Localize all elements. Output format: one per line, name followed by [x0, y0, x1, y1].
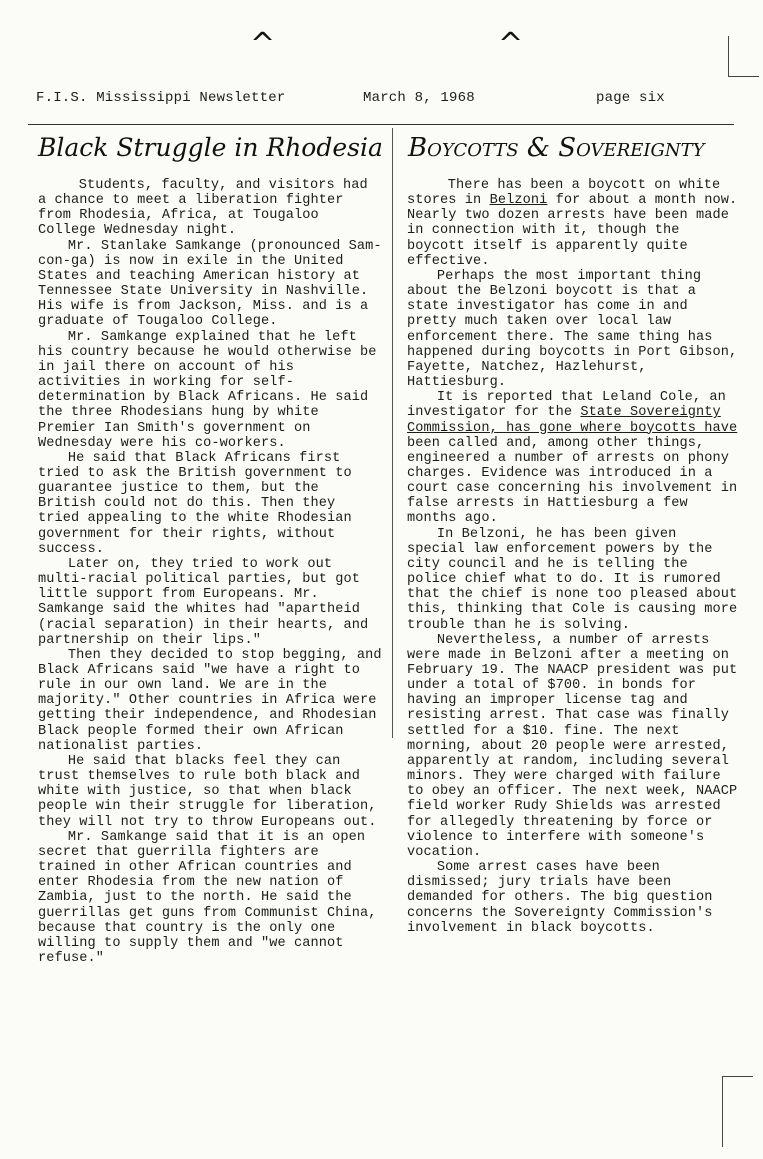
- crop-mark-bottom-right: [722, 1076, 753, 1147]
- binder-clip-mark-left: ^: [250, 27, 276, 62]
- issue-date: March 8, 1968: [363, 90, 475, 106]
- right-article-body: [407, 178, 742, 936]
- paragraph: Some arrest cases have been dismissed; jury trials have been demanded for others. The big question concerns the Sovereignty Commission's involvement in black boycotts.: [407, 860, 713, 936]
- left-article-body: [38, 178, 383, 966]
- crop-mark-top-right: [728, 36, 759, 77]
- paragraph: Mr. Samkange explained that he left his country because he would otherwise be in jail there on account of his activities in working for self-determination by Black Africans. He said the three Rhodesians hung by white Premier Ian Smith's government on Wednesday were his co-workers.: [38, 329, 377, 451]
- paragraph: He said that blacks feel they can trust themselves to rule both black and white with justice, so that when black people win their struggle for liberation, they will not try to throw Europeans out.: [38, 753, 377, 830]
- text-run: been called and, among other things, engineered a number of arrests on phony charges. Evidence was introduced in a court case concerning his involvement in false arrests in Hattiesburg a few months ago.: [407, 435, 738, 527]
- paragraph: He said that Black Africans first tried to ask the British government to guarantee justice to them, but the British could not do this. Then they tried appealing to the white Rhodesian government for their rights, without success.: [38, 450, 352, 557]
- page-number: page six: [596, 90, 665, 106]
- binder-clip-mark-right: ^: [498, 27, 524, 62]
- paragraph: [407, 390, 742, 526]
- paragraph: [407, 178, 742, 269]
- right-headline: Boycotts & Sovereignty: [408, 133, 705, 163]
- text-run: It is reported that Leland Cole, an investigator for the: [407, 390, 726, 421]
- text-run: There has been a boycott on white stores in: [407, 178, 721, 209]
- paragraph: Mr. Stanlake Samkange (pronounced Sam-con-ga) is now in exile in the United States and teaching American history at Tennessee State University in Nashville. His wife is from Jackson, Miss. and is a graduate of Tougaloo College.: [38, 238, 382, 330]
- text-run: for about a month now. Nearly two dozen arrests have been made in connection with it, though the boycott itself is apparently quite effective.: [407, 193, 738, 269]
- paragraph: In Belzoni, he has been given special law enforcement powers by the city council and he is telling the police chief what to do. It is rumored that the chief is none too pleased about this, thinking that Cole is causing more trouble than he is solving.: [407, 526, 738, 633]
- left-headline: Black Struggle in Rhodesia: [38, 133, 383, 162]
- column-divider: [392, 128, 393, 738]
- town-name: Belzoni: [489, 193, 548, 209]
- paragraph: Perhaps the most important thing about the Belzoni boycott is that a state investigator has come in and pretty much taken over local law enforcement there. The same thing has happened during boycotts in Port Gibson, Fayette, Natchez, Hazlehurst, Hattiesburg.: [407, 268, 738, 391]
- header-rule: [28, 124, 734, 125]
- paragraph: Mr. Samkange said that it is an open secret that guerrilla fighters are trained in other African countries and enter Rhodesia from the new nation of Zambia, just to the north. He said the guerrillas get guns from Communist China, because that country is the only one willing to supply them and "we cannot refuse.": [38, 829, 377, 966]
- paragraph: Then they decided to stop begging, and Black Africans said "we have a right to rule in our own land. We are in the majority." Other countries in Africa were getting their independence, and Rhodesian Black people formed their own African nationalist parties.: [38, 647, 382, 754]
- paragraph: Students, faculty, and visitors had a chance to meet a liberation fighter from Rhodesia, Africa, at Tougaloo College Wednesday night.: [38, 178, 368, 239]
- newsletter-title: F.I.S. Mississippi Newsletter: [36, 90, 286, 106]
- paragraph: Later on, they tried to work out multi-racial political parties, but got little support from Europeans. Mr. Samkange said the whites had "apartheid (racial separation) in their hearts, and partnership on their lips.": [38, 556, 369, 648]
- page-header: [36, 90, 726, 112]
- commission-name: State Sovereignty Commission, has gone where boycotts have: [407, 405, 738, 436]
- paragraph: Nevertheless, a number of arrests were made in Belzoni after a meeting on February 19. The NAACP president was put under a total of $700. in bonds for having an improper license tag and resisting arrest. That case was finally settled for a $10. fine. The next morning, about 20 people were arrested, apparently at random, including several minors. They were charged with failure to obey an officer. The next week, NAACP field worker Rudy Shields was arrested for allegedly threatening by force or violence to interfere with someone's vocation.: [407, 632, 738, 860]
